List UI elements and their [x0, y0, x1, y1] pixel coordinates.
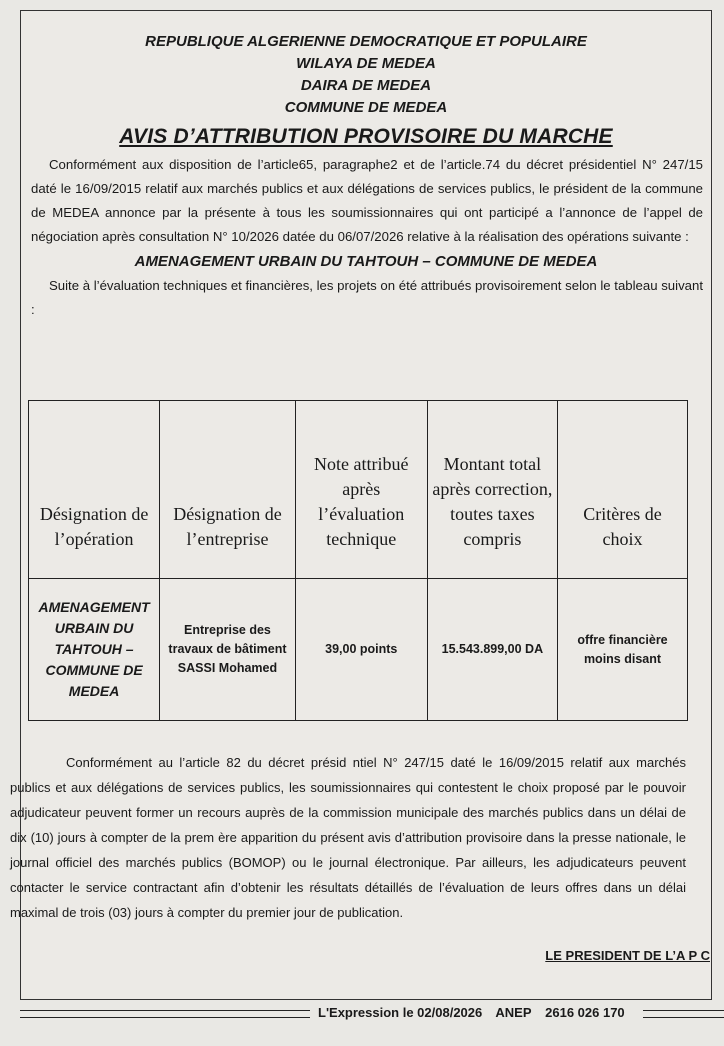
award-table: [28, 400, 688, 721]
signature: LE PRESIDENT DE L’A P C: [545, 948, 710, 963]
cell-entreprise: Entreprise des travaux de bâtiment SASSI Mohamed: [160, 579, 296, 721]
footer-publication: L'Expression le 02/08/2026: [318, 1005, 483, 1020]
header-republic: REPUBLIQUE ALGERIENNE DEMOCRATIQUE ET POPULAIRE: [145, 33, 587, 50]
table-row: [29, 579, 688, 721]
header-commune: COMMUNE DE MEDEA: [284, 99, 448, 116]
cell-operation: AMENAGEMENT URBAIN DU TAHTOUH – COMMUNE DE MEDEA: [29, 579, 160, 721]
cell-note: 39,00 points: [295, 579, 427, 721]
intro-paragraph: Conformément aux disposition de l’article65, paragraphe2 et de l’article.74 du décret présidentiel N° 247/15 daté le 16/09/2015 relatif aux marchés publics et aux délégations de services publics, le président de la commune de MEDEA annonce par la présente à tous les soumissionnaires qui ont participé a l’annonce de l’appel de négociation après consultation N° 10/2026 datée du 06/07/2026 relative à la réalisation des opérations suivante :: [31, 157, 703, 244]
header-wilaya: WILAYA DE MEDEA: [296, 55, 436, 72]
cell-critere: offre financière moins disant: [557, 579, 687, 721]
footer-reference: 2616 026 170: [545, 1005, 625, 1020]
recourse-paragraph: Conformément au l’article 82 du décret présid ntiel N° 247/15 daté le 16/09/2015 relatif aux marchés publics et aux délégations de services publics, les soumissionnaires qui contestent le choix proposé par le pouvoir adjudicateur peuvent former un recours auprès de la commission municipale des marchés publics dans un délai de dix (10) jours à compter de la prem ère apparition du présent avis d’attribution provisoire dans la presse nationale, le journal officiel des marchés publics (BOMOP) ou le journal électronique. Par ailleurs, les adjudicateurs peuvent contacter le service contractant afin d’obtenir les résultats détaillés de l’évaluation de leurs offres dans un délai maximal de trois (03) jours à compter du premier jour de publication.: [10, 755, 686, 920]
header-note: Note attribué après l’évaluation technique: [295, 401, 427, 579]
header-entreprise: Désignation de l’entreprise: [160, 401, 296, 579]
footer-credit: [310, 1005, 643, 1020]
header-daira: DAIRA DE MEDEA: [300, 77, 432, 94]
notice-header: [21, 31, 711, 119]
header-operation: Désignation de l’opération: [29, 401, 160, 579]
header-montant: Montant total après correction, toutes taxes compris: [427, 401, 557, 579]
footer-agency: ANEP: [495, 1005, 532, 1020]
notice-title: AVIS D’ATTRIBUTION PROVISOIRE DU MARCHE: [119, 125, 613, 148]
header-critere: Critères de choix: [557, 401, 687, 579]
table-header-row: [29, 401, 688, 579]
evaluation-paragraph: Suite à l’évaluation techniques et financières, les projets on été attribués provisoirement selon le tableau suivant :: [31, 278, 703, 317]
project-name: AMENAGEMENT URBAIN DU TAHTOUH – COMMUNE DE MEDEA: [134, 253, 598, 270]
cell-montant: 15.543.899,00 DA: [427, 579, 557, 721]
